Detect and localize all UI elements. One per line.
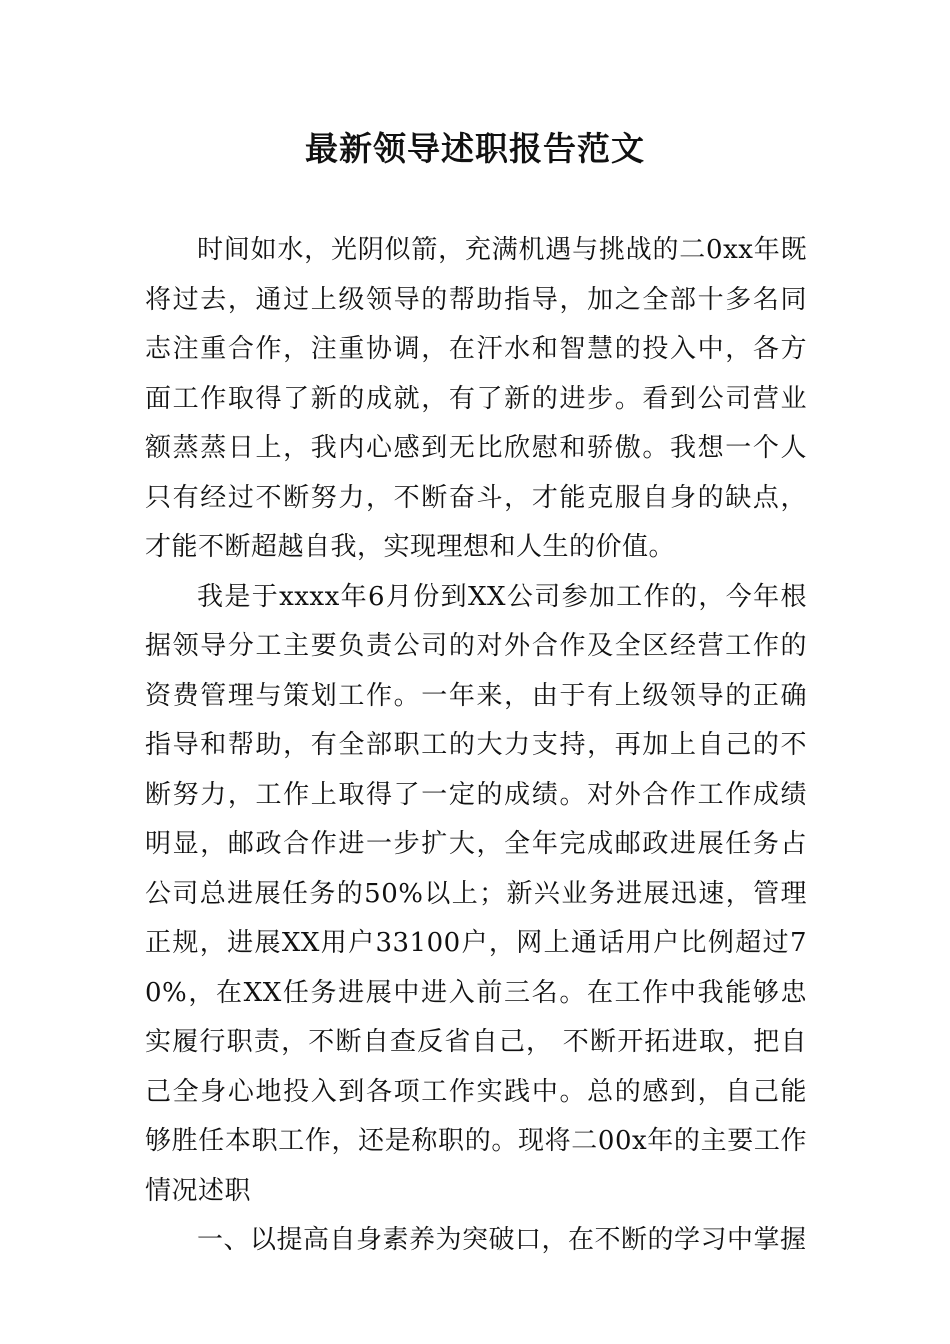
paragraph-section-one: 一、以提高自身素养为突破口，在不断的学习中掌握: [197, 1225, 807, 1255]
paragraph-work-summary: 我是于xxxx年6月份到XX公司参加工作的，今年根据领导分工主要负责公司的对外合作及全区经营工作的资费管理与策划工作。一年来，由于有上级领导的正确指导和帮助，有全部职工的大力支持，再加上自己的不断努力，工作上取得了一定的成绩。对外合作工作成绩明显，邮政合作进一步扩大，全年完成邮政进展任务占公司总进展任务的50%以上；新兴业务进展迅速，管理正规，进展XX用户33100户，网上通话用户比例超过70%，在XX任务进展中进入前三名。在工作中我能够忠实履行职责，不断自查反省自己， 不断开拓进取，把自己全身心地投入到各项工作实践中。总的感到，自己能够胜任本职工作，还是称职的。现将二00x年的主要工作情况述职: [145, 581, 807, 1206]
document-body: [145, 226, 807, 1266]
paragraph-intro: 时间如水，光阴似箭，充满机遇与挑战的二0xx年既将过去，通过上级领导的帮助指导，加之全部十多名同志注重合作，注重协调，在汗水和智慧的投入中，各方面工作取得了新的成就，有了新的进步。看到公司营业额蒸蒸日上，我内心感到无比欣慰和骄傲。我想一个人只有经过不断努力，不断奋斗，才能克服自身的缺点，才能不断超越自我，实现理想和人生的价值。: [145, 235, 807, 562]
document-title: 最新领导述职报告范文: [305, 129, 645, 168]
